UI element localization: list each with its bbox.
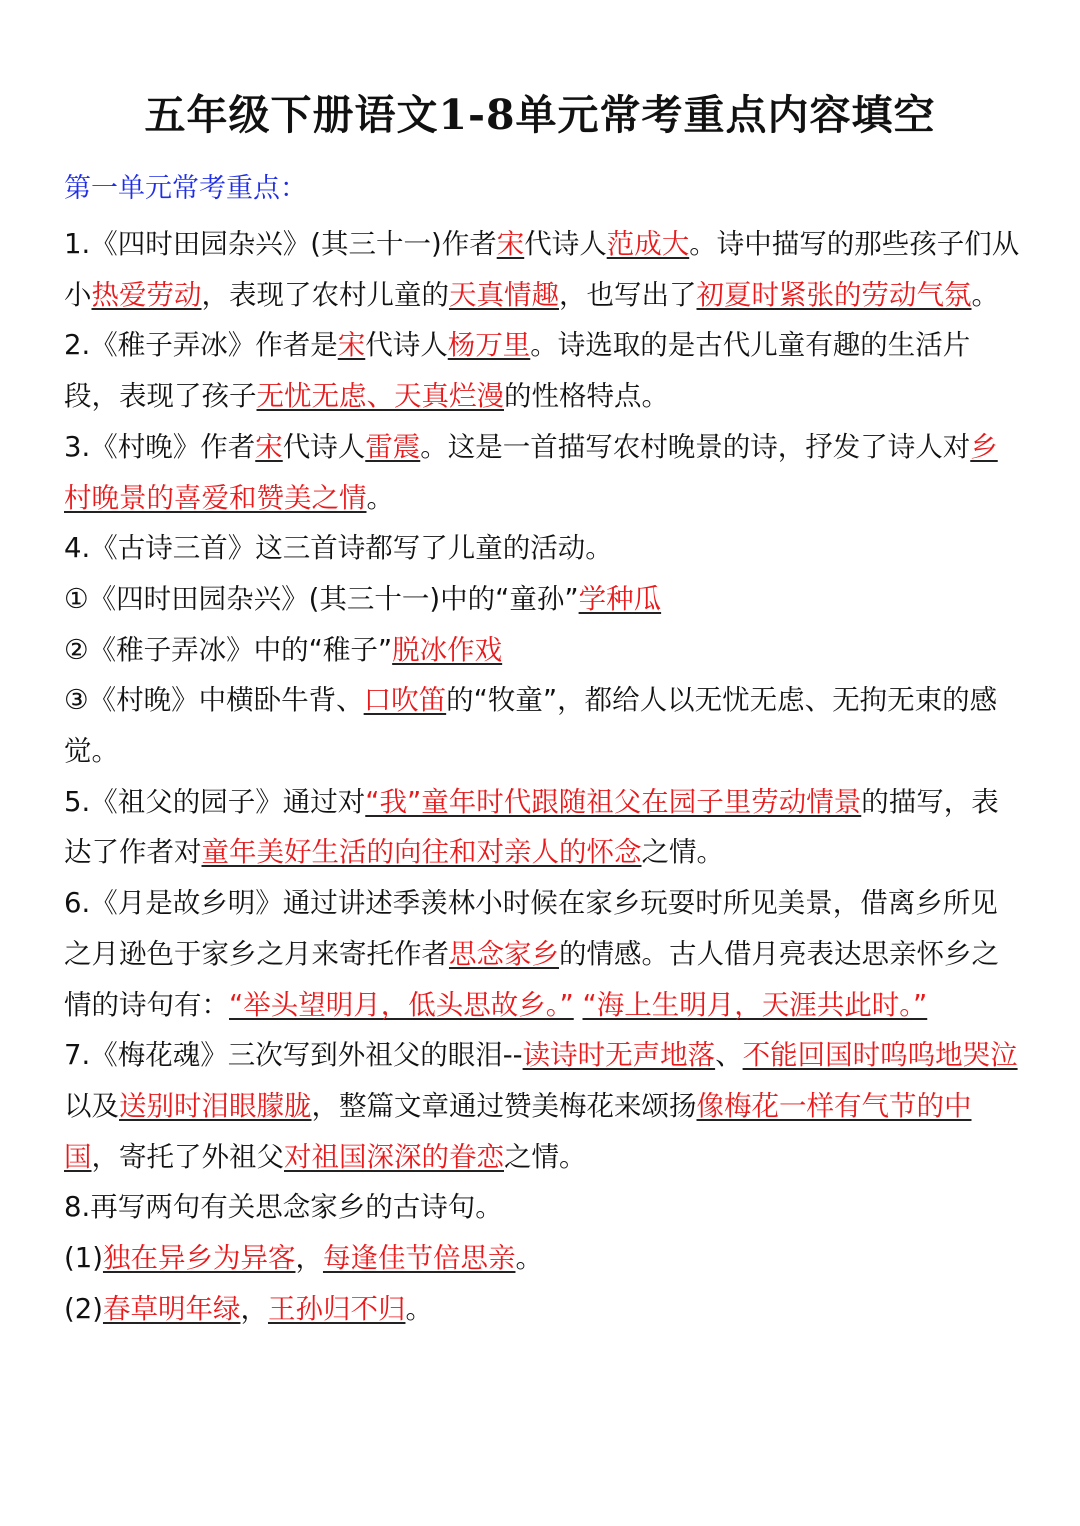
answer-text: 脱冰作戏: [392, 633, 503, 666]
question-item: [64, 574, 1020, 625]
answer-text: 每逢佳节倍思亲: [322, 1242, 516, 1275]
question-text: 2.《稚子弄冰》作者是: [64, 329, 338, 362]
answer-text: “举头望明月，低头思故乡。”: [229, 988, 574, 1021]
question-text: ，整篇文章通过赞美梅花来颂扬: [311, 1089, 697, 1122]
question-text: ，也写出了: [559, 278, 697, 311]
question-item: [64, 422, 1020, 523]
question-text: ，: [240, 1292, 268, 1325]
question-text: 。: [405, 1292, 433, 1325]
question-text: ②《稚子弄冰》中的“稚子”: [64, 633, 393, 666]
answer-text: 杨万里: [447, 329, 531, 362]
question-text: 5.《祖父的园子》通过对: [64, 785, 366, 818]
answer-text: 范成大: [606, 228, 690, 260]
question-text: 。: [366, 481, 394, 514]
question-text: 6.《月是故乡明》通过讲述季羡林小时候在家乡玩耍时所见美景，借离乡所见之月逊色于家乡之月来寄托作者: [64, 887, 998, 970]
answer-text: 像梅花一样有气节的中国: [64, 1089, 972, 1173]
question-text: 。诗中描写的那些孩子们从小: [64, 228, 1020, 311]
question-text: 之情。: [641, 836, 724, 869]
question-text: 代诗人: [365, 329, 448, 362]
answer-text: 童年美好生活的向往和对亲人的怀念: [201, 836, 642, 869]
answer-text: 口吹笛: [363, 684, 447, 717]
question-list: [64, 219, 1020, 1334]
question-text: 的性格特点。: [504, 380, 669, 413]
question-text: 、: [715, 1039, 743, 1072]
question-item: [64, 1233, 1020, 1284]
answer-text: 不能回国时呜呜地哭泣: [742, 1039, 1018, 1072]
question-text: 代诗人: [524, 228, 607, 260]
answer-text: 乡村晚景的喜爱和赞美之情: [64, 430, 998, 514]
question-text: ①《四时田园杂兴》(其三十一)中的“童孙”: [64, 582, 579, 615]
section-heading: 第一单元常考重点：: [64, 173, 307, 204]
answer-text: 思念家乡: [449, 937, 559, 970]
question-text: ，表现了农村儿童的: [201, 278, 449, 311]
question-item: [64, 777, 1020, 878]
question-item: [64, 878, 1020, 1030]
answer-text: “海上生明月，天涯共此时。”: [582, 988, 928, 1021]
question-text: 。这是一首描写农村晚景的诗，抒发了诗人对: [420, 430, 971, 463]
answer-text: 宋: [496, 228, 525, 260]
question-text: [574, 989, 583, 1021]
question-item: [64, 1284, 1020, 1335]
question-text: 以及: [64, 1089, 119, 1122]
question-text: 。诗选取的是古代儿童有趣的生活片段，表现了孩子: [64, 329, 971, 413]
answer-text: 送别时泪眼朦胧: [119, 1089, 312, 1122]
question-text: ③《村晚》中横卧牛背、: [64, 684, 364, 717]
question-text: ，: [295, 1242, 323, 1275]
answer-text: 学种瓜: [578, 582, 662, 615]
question-text: 的情感。古人借月亮表达思亲怀乡之情的诗句有：: [64, 937, 999, 1021]
answer-text: 王孙归不归: [267, 1292, 406, 1325]
question-text: 4.《古诗三首》这三首诗都写了儿童的活动。: [64, 532, 613, 565]
question-text: 代诗人: [282, 430, 366, 463]
question-text: 1.《四时田园杂兴》(其三十一)作者: [64, 228, 497, 260]
question-text: ，寄托了外祖父: [91, 1140, 284, 1173]
question-text: (1): [64, 1242, 103, 1275]
question-text: 。: [971, 278, 999, 311]
question-text: 8.再写两句有关思念家乡的古诗句。: [64, 1191, 503, 1224]
answer-text: 热爱劳动: [91, 278, 202, 311]
question-text: 7.《梅花魂》三次写到外祖父的眼泪--: [64, 1039, 523, 1072]
question-text: 的描写，表达了作者对: [64, 785, 999, 869]
answer-text: 宋: [255, 430, 283, 463]
question-item: [64, 219, 1020, 320]
answer-text: 春草明年绿: [102, 1292, 241, 1325]
answer-text: 无忧无虑、天真烂漫: [256, 380, 504, 413]
question-item: [64, 1030, 1020, 1182]
answer-text: 独在异乡为异客: [102, 1242, 296, 1275]
question-item: [64, 625, 1020, 676]
answer-text: 宋: [337, 329, 366, 362]
question-item: [64, 1182, 1020, 1233]
answer-text: 初夏时紧张的劳动气氛: [696, 278, 972, 311]
question-text: 之情。: [504, 1140, 587, 1173]
question-item: [64, 675, 1020, 776]
answer-text: 天真情趣: [449, 278, 559, 311]
question-text: (2): [64, 1292, 103, 1325]
question-item: [64, 320, 1020, 421]
question-item: [64, 523, 1020, 574]
question-text: 。: [515, 1242, 543, 1275]
answer-text: 对祖国深深的眷恋: [284, 1140, 504, 1173]
answer-text: 雷震: [365, 430, 421, 463]
answer-text: “我”童年时代跟随祖父在园子里劳动情景: [365, 785, 862, 818]
question-text: 的“牧童”，都给人以无忧无虑、无拘无束的感觉。: [64, 684, 998, 768]
page-title: 五年级下册语文1-8单元常考重点内容填空: [144, 91, 936, 139]
question-text: 3.《村晚》作者: [64, 430, 256, 463]
answer-text: 读诗时无声地落: [522, 1039, 716, 1072]
